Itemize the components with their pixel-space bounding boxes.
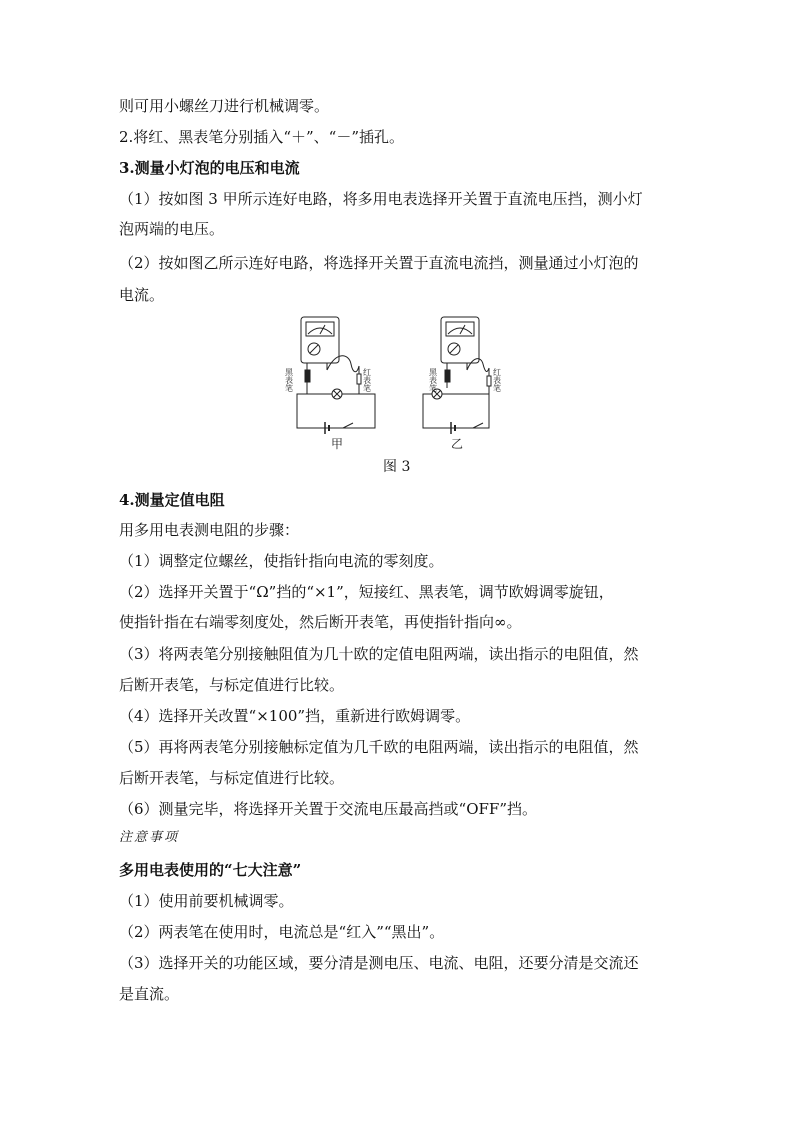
- text-line-14: 后断开表笔，与标定值进行比较。: [119, 676, 345, 694]
- text-line-6: （2）按如图乙所示连好电路，将选择开关置于直流电流挡，测量通过小灯泡的: [119, 254, 639, 272]
- text-line-23: （3）选择开关的功能区域，要分清是测电压、电流、电阻，还要分清是交流还: [119, 954, 639, 972]
- text-line-13: （3）将两表笔分别接触阻值为几十欧的定值电阻两端，读出指示的电阻值，然: [119, 645, 639, 663]
- section-heading-3: 3.测量小灯泡的电压和电流: [119, 159, 300, 177]
- text-line-2: 2.将红、黑表笔分别插入“＋”、“－”插孔。: [119, 128, 404, 146]
- text-line-9: 用多用电表测电阻的步骤：: [119, 521, 300, 539]
- text-line-24: 是直流。: [119, 985, 180, 1003]
- figure-caption: 图 3: [383, 459, 411, 475]
- text-line-10: （1）调整定位螺丝，使指针指向电流的零刻度。: [119, 552, 444, 570]
- text-line-1: 则可用小螺丝刀进行机械调零。: [119, 97, 330, 115]
- circuit-figure: [284, 312, 507, 454]
- section-heading-notes: 多用电表使用的“七大注意”: [119, 861, 302, 879]
- black-probe-label-left: 黑表笔: [284, 368, 294, 392]
- text-line-22: （2）两表笔在使用时，电流总是“红入”“黑出”。: [119, 923, 445, 941]
- section-heading-4: 4.测量定值电阻: [119, 491, 225, 509]
- text-line-18: （6）测量完毕，将选择开关置于交流电压最高挡或“OFF”挡。: [119, 800, 537, 818]
- text-line-21: （1）使用前要机械调零。: [119, 892, 294, 910]
- text-line-17: 后断开表笔，与标定值进行比较。: [119, 769, 345, 787]
- notes-heading: 注意事项: [119, 830, 180, 845]
- text-line-12: 使指针指在右端零刻度处，然后断开表笔，再使指针指向∞。: [119, 613, 522, 631]
- black-probe-label-right: 黑表笔: [428, 368, 438, 392]
- text-line-4: （1）按如图 3 甲所示连好电路，将多用电表选择开关置于直流电压挡，测小灯: [119, 190, 643, 208]
- text-line-7: 电流。: [119, 286, 165, 304]
- text-line-16: （5）再将两表笔分别接触标定值为几千欧的电阻两端，读出指示的电阻值，然: [119, 738, 639, 756]
- text-line-5: 泡两端的电压。: [119, 220, 225, 238]
- figure-label-yi: 乙: [451, 437, 464, 451]
- text-line-15: （4）选择开关改置“×100”挡，重新进行欧姆调零。: [119, 707, 471, 725]
- text-line-11: （2）选择开关置于“Ω”挡的“×1”，短接红、黑表笔，调节欧姆调零旋钮，: [119, 583, 614, 601]
- figure-label-jia: 甲: [331, 437, 344, 451]
- red-probe-label-left: 红表笔: [362, 368, 372, 392]
- red-probe-label-right: 红表笔: [492, 368, 502, 392]
